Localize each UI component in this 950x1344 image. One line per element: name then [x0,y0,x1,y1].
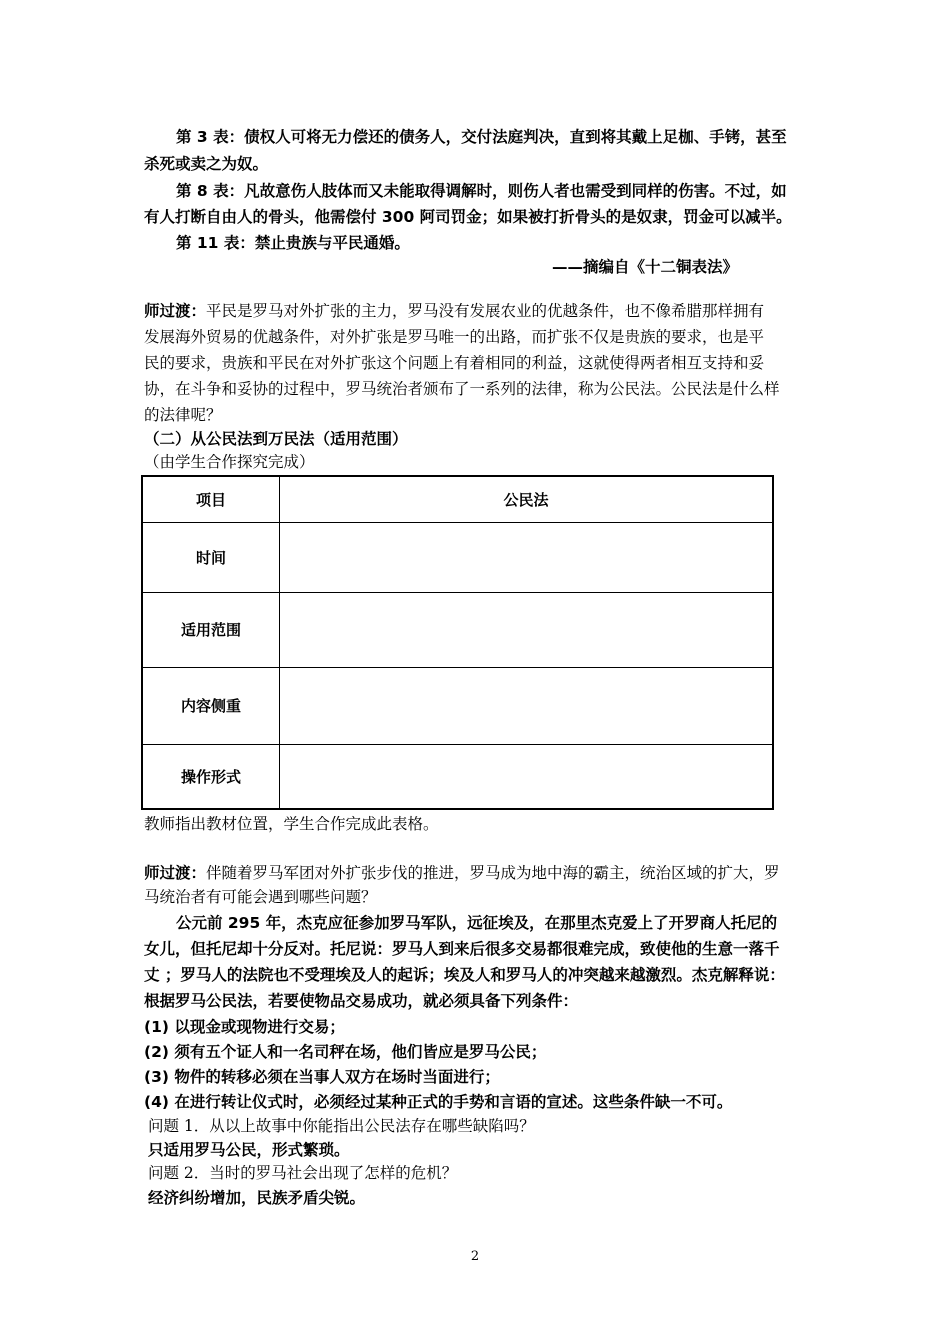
question-2: 问题 2．当时的罗马社会出现了怎样的危机？ [148,1164,458,1182]
condition-4: (4) 在进行转让仪式时，必须经过某种正式的手势和言语的宣述。这些条件缺一不可。 [144,1093,733,1111]
table-row-label: 操作形式 [142,744,280,809]
table-row [142,522,773,592]
section-heading: （二）从公民法到万民法（适用范围） [144,430,408,448]
answer-2: 经济纠纷增加，民族矛盾尖锐。 [148,1189,366,1207]
condition-3: (3) 物件的转移必须在当事人双方在场时当面进行； [144,1068,500,1086]
condition-1: (1) 以现金或现物进行交易； [144,1018,345,1036]
table-row-label: 内容侧重 [142,667,280,744]
question-1: 问题 1．从以上故事中你能指出公民法存在哪些缺陷吗？ [148,1117,535,1135]
law-table-8-line1: 第 8 表：凡故意伤人肢体而又未能取得调解时，则伤人者也需受到同样的伤害。不过，如 [176,182,787,200]
transition-paragraph-2-line2: 马统治者有可能会遇到哪些问题？ [144,888,377,906]
table-header-item: 项目 [142,476,280,522]
page-number: 2 [470,1249,480,1264]
transition-paragraph-1-line1: 师过渡：平民是罗马对外扩张的主力，罗马没有发展农业的优越条件，也不像希腊那样拥有 [144,302,765,320]
table-row [142,744,773,809]
table-row-label: 时间 [142,522,280,592]
law-table-8-line2: 有人打断自由人的骨头，他需偿付 300 阿司罚金；如果被打折骨头的是奴隶，罚金可以减半。 [144,208,792,226]
table-row-label: 适用范围 [142,592,280,667]
law-table-3-line2: 杀死或卖之为奴。 [144,155,269,173]
teacher-transition-label: 师过渡： [144,302,207,320]
table-row [142,592,773,667]
answer-1: 只适用罗马公民，形式繁琐。 [148,1141,350,1159]
table-header-row [142,476,773,522]
transition-paragraph-1-line3: 民的要求，贵族和平民在对外扩张这个问题上有着相同的利益，这就使得两者相互支持和妥 [144,354,765,372]
table-header-civil-law: 公民法 [280,476,774,522]
story-line-1: 公元前 295 年，杰克应征参加罗马军队，远征埃及，在那里杰克爱上了开罗商人托尼的 [176,914,778,932]
table-note: 教师指出教材位置，学生合作完成此表格。 [144,815,439,833]
table-cell-blank [280,592,774,667]
story-line-2: 女儿，但托尼却十分反对。托尼说：罗马人到来后很多交易都很难完成，致使他的生意一落千 [144,940,780,958]
condition-2: (2) 须有五个证人和一名司秤在场，他们皆应是罗马公民； [144,1043,547,1061]
story-line-3: 丈 ；罗马人的法院也不受理埃及人的起诉；埃及人和罗马人的冲突越来越激烈。杰克解释说： [144,966,785,984]
civil-law-table [141,475,774,810]
table-cell-blank [280,667,774,744]
transition-paragraph-2-line1: 师过渡：伴随着罗马军团对外扩张步伐的推进，罗马成为地中海的霸主，统治区域的扩大，罗 [144,864,780,882]
law-table-11-line: 第 11 表：禁止贵族与平民通婚。 [176,234,410,252]
transition-paragraph-1-line2: 发展海外贸易的优越条件，对外扩张是罗马唯一的出路，而扩张不仅是贵族的要求，也是平 [144,328,765,346]
table-cell-blank [280,744,774,809]
transition-paragraph-1-line4: 协，在斗争和妥协的过程中，罗马统治者颁布了一系列的法律，称为公民法。公民法是什么样 [144,380,780,398]
story-line-4: 根据罗马公民法，若要使物品交易成功，就必须具备下列条件： [144,992,579,1010]
citation: ——摘编自《十二铜表法》 [552,258,739,276]
table-row [142,667,773,744]
section-note: （由学生合作探究完成） [144,453,315,471]
law-table-3-line1: 第 3 表：债权人可将无力偿还的债务人，交付法庭判决，直到将其戴上足枷、手铐，甚至 [176,128,787,146]
teacher-transition-label-2: 师过渡： [144,864,207,882]
table-cell-blank [280,522,774,592]
transition-paragraph-1-line5: 的法律呢？ [144,406,222,424]
